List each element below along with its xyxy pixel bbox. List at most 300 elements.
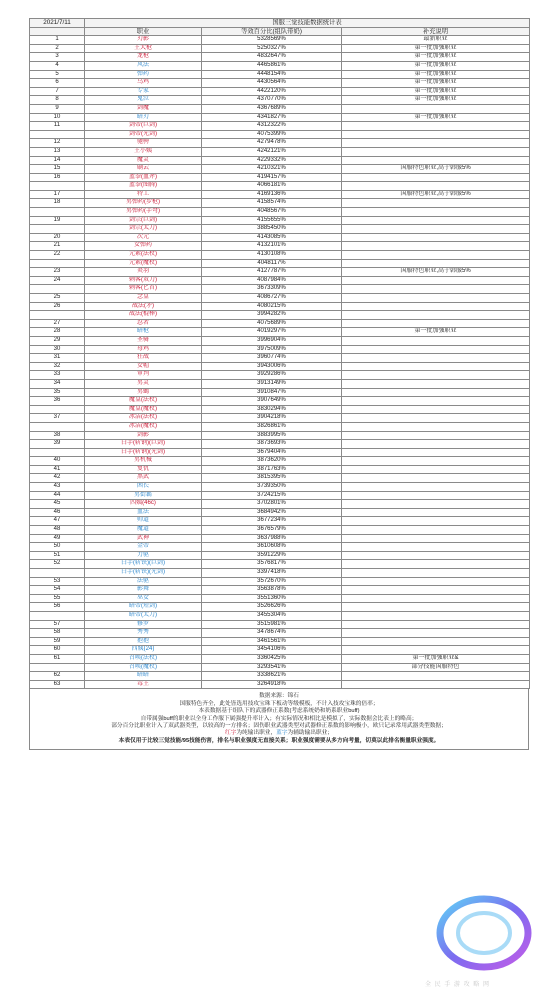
rank-cell: 7: [30, 87, 85, 96]
job-cell: 魔灵: [85, 156, 202, 165]
table-row: [30, 345, 530, 354]
table-row: [30, 173, 530, 182]
job-cell: 困长: [85, 483, 202, 492]
note-line: 本表数据基于组队下的武器修正系数(考虑系统奶和奶系职业buff): [198, 708, 360, 715]
percent-cell: 3996904%: [202, 336, 342, 345]
table-row: [30, 388, 530, 397]
table-row: [30, 500, 530, 509]
table-row: [30, 620, 530, 629]
table-row: [30, 225, 530, 234]
rank-cell: 5: [30, 70, 85, 79]
rank-cell: [30, 405, 85, 414]
rank-cell: 63: [30, 680, 85, 689]
percent-cell: 3904218%: [202, 414, 342, 423]
note-cell: [342, 242, 530, 251]
rank-cell: 10: [30, 113, 85, 122]
job-cell: 黑武: [85, 474, 202, 483]
rank-cell: 28: [30, 328, 85, 337]
note-cell: [342, 379, 530, 388]
percent-cell: 3478674%: [202, 629, 342, 638]
job-cell: 专家: [85, 87, 202, 96]
job-cell: 刃影: [85, 36, 202, 45]
table-row: [30, 36, 530, 45]
rank-cell: 26: [30, 302, 85, 311]
job-cell: 金帝: [85, 543, 202, 552]
table-row: [30, 379, 530, 388]
table-row: [30, 508, 530, 517]
legend-blue-desc: 为辅助输出职业；: [287, 730, 334, 737]
job-cell: 白手(斩钢)(光剑): [85, 448, 202, 457]
percent-cell: 3572670%: [202, 577, 342, 586]
percent-cell: 4066181%: [202, 182, 342, 191]
table-row: [30, 87, 530, 96]
note-cell: [342, 147, 530, 156]
job-cell: 剑宗(巨剑): [85, 216, 202, 225]
table-row: [30, 397, 530, 406]
job-cell: 母鸡: [85, 345, 202, 354]
percent-cell: 4169136%: [202, 190, 342, 199]
job-cell: 法驱: [85, 577, 202, 586]
rank-cell: [30, 663, 85, 672]
job-cell: 元素(法杖): [85, 251, 202, 260]
table-row: [30, 354, 530, 363]
job-cell: 四姨(24): [85, 646, 202, 655]
rank-cell: 16: [30, 173, 85, 182]
job-cell: 特工: [85, 190, 202, 199]
table-row: [30, 594, 530, 603]
percent-cell: 3526626%: [202, 603, 342, 612]
stats-table: [29, 18, 530, 689]
rank-cell: 23: [30, 268, 85, 277]
percent-cell: 3454106%: [202, 646, 342, 655]
percent-cell: 3871763%: [202, 465, 342, 474]
rank-cell: 35: [30, 388, 85, 397]
table-row: [30, 130, 530, 139]
percent-cell: 4210321%: [202, 165, 342, 174]
table-row: [30, 457, 530, 466]
percent-cell: 3673309%: [202, 285, 342, 294]
percent-cell: 4087984%: [202, 276, 342, 285]
table-row: [30, 104, 530, 113]
note-cell: [342, 259, 530, 268]
rank-cell: 51: [30, 551, 85, 560]
rank-cell: 27: [30, 319, 85, 328]
rank-cell: 8: [30, 96, 85, 105]
table-row: [30, 233, 530, 242]
rank-cell: [30, 611, 85, 620]
rank-cell: 18: [30, 199, 85, 208]
percent-cell: 3461561%: [202, 637, 342, 646]
table-row: [30, 268, 530, 277]
percent-cell: 3873620%: [202, 457, 342, 466]
job-cell: 暗帝(太刀): [85, 611, 202, 620]
rank-cell: 14: [30, 156, 85, 165]
rank-cell: [30, 422, 85, 431]
rank-cell: 25: [30, 294, 85, 303]
job-cell: 四姨(46c): [85, 500, 202, 509]
percent-cell: 3929286%: [202, 371, 342, 380]
percent-cell: 4422120%: [202, 87, 342, 96]
legend-red-desc: 为纯输出职业，: [236, 730, 277, 737]
rank-cell: 43: [30, 483, 85, 492]
percent-cell: 4279478%: [202, 139, 342, 148]
rank-cell: 33: [30, 371, 85, 380]
table-row: [30, 259, 530, 268]
table-row: [30, 79, 530, 88]
note-cell: [342, 397, 530, 406]
job-cell: 蓝拳(图腾): [85, 182, 202, 191]
note-cell: [342, 276, 530, 285]
note-cell: 国服特色职业,高于韩服5%: [342, 190, 530, 199]
rank-cell: 58: [30, 629, 85, 638]
job-cell: 修罗: [85, 620, 202, 629]
percent-cell: 4370770%: [202, 96, 342, 105]
table-row: [30, 53, 530, 62]
percent-cell: 4229332%: [202, 156, 342, 165]
note-cell: [342, 225, 530, 234]
job-cell: 魔皇(法杖): [85, 397, 202, 406]
rank-cell: [30, 448, 85, 457]
percent-cell: 3360425%: [202, 654, 342, 663]
rank-cell: 19: [30, 216, 85, 225]
note-cell: [342, 139, 530, 148]
note-cell: 部分技能国服特色: [342, 663, 530, 672]
rank-cell: 24: [30, 276, 85, 285]
table-row: [30, 448, 530, 457]
rank-cell: 45: [30, 500, 85, 509]
job-cell: 念皇: [85, 294, 202, 303]
rank-cell: 22: [30, 251, 85, 260]
note-cell: [342, 362, 530, 371]
table-row: [30, 96, 530, 105]
note-cell: [342, 440, 530, 449]
percent-cell: 3397418%: [202, 569, 342, 578]
table-row: [30, 637, 530, 646]
rank-cell: 36: [30, 397, 85, 406]
rank-cell: 17: [30, 190, 85, 199]
note-cell: [342, 526, 530, 535]
percent-cell: 4086727%: [202, 294, 342, 303]
percent-cell: 3913149%: [202, 379, 342, 388]
date-cell: 2021/7/11: [30, 19, 85, 28]
job-cell: 王小姨: [85, 147, 202, 156]
percent-cell: 3885450%: [202, 225, 342, 234]
rank-cell: 13: [30, 147, 85, 156]
percent-cell: 3910847%: [202, 388, 342, 397]
percent-cell: 4155655%: [202, 216, 342, 225]
rank-cell: 46: [30, 508, 85, 517]
note-cell: [342, 500, 530, 509]
job-cell: 魔皇(魔杖): [85, 405, 202, 414]
job-cell: 蓝拳(血斧): [85, 173, 202, 182]
note-cell: [342, 122, 530, 131]
rank-cell: 47: [30, 517, 85, 526]
rank-cell: [30, 569, 85, 578]
rank-cell: 4: [30, 61, 85, 70]
table-row: [30, 139, 530, 148]
percent-cell: 4075689%: [202, 319, 342, 328]
percent-cell: 3943006%: [202, 362, 342, 371]
percent-cell: 3830294%: [202, 405, 342, 414]
rank-cell: 55: [30, 594, 85, 603]
rank-cell: 61: [30, 654, 85, 663]
rank-cell: 57: [30, 620, 85, 629]
note-cell: [342, 156, 530, 165]
table-row: [30, 491, 530, 500]
table-row: [30, 517, 530, 526]
percent-cell: 3515981%: [202, 620, 342, 629]
table-row: [30, 336, 530, 345]
rank-cell: 6: [30, 79, 85, 88]
note-cell: [342, 414, 530, 423]
rank-cell: 48: [30, 526, 85, 535]
table-row: [30, 319, 530, 328]
table-row: [30, 208, 530, 217]
percent-cell: 3739350%: [202, 483, 342, 492]
table-row: [30, 560, 530, 569]
table-row: [30, 680, 530, 689]
job-cell: 帅道: [85, 517, 202, 526]
rank-cell: [30, 311, 85, 320]
percent-cell: 5328569%: [202, 36, 342, 45]
table-row: [30, 294, 530, 303]
rank-cell: 12: [30, 139, 85, 148]
percent-cell: 3994282%: [202, 311, 342, 320]
note-line: 自带属强buff的职业以全身工作服下属强提升率计入；有实际情况和相比是模拟了，实际数据会比表上的略高；: [140, 715, 418, 722]
table-title: 国服三觉技能数据统计表: [85, 19, 530, 28]
percent-cell: 3676579%: [202, 526, 342, 535]
table-row: [30, 586, 530, 595]
note-cell: [342, 311, 530, 320]
note-cell: [342, 551, 530, 560]
job-cell: 剑宗(太刀): [85, 225, 202, 234]
note-cell: [342, 294, 530, 303]
note-cell: [342, 422, 530, 431]
note-cell: [342, 302, 530, 311]
job-cell: 刺客(双刀): [85, 276, 202, 285]
note-cell: 第一批加强职业: [342, 53, 530, 62]
rank-cell: [30, 208, 85, 217]
percent-cell: 3960774%: [202, 354, 342, 363]
table-row: [30, 611, 530, 620]
rank-cell: 3: [30, 53, 85, 62]
job-cell: 剑帝(巨剑): [85, 122, 202, 131]
percent-cell: 4341827%: [202, 113, 342, 122]
table-row: [30, 276, 530, 285]
table-row: [30, 629, 530, 638]
job-cell: 男街霸: [85, 491, 202, 500]
percent-cell: 3610608%: [202, 543, 342, 552]
job-cell: 元素(魔杖): [85, 259, 202, 268]
note-cell: 国服特色职业,高于韩服5%: [342, 165, 530, 174]
job-cell: 女弹药: [85, 242, 202, 251]
rank-cell: 30: [30, 345, 85, 354]
rank-cell: 60: [30, 646, 85, 655]
percent-cell: 3702801%: [202, 500, 342, 509]
note-cell: [342, 560, 530, 569]
job-cell: 男弹药(步枪): [85, 199, 202, 208]
job-cell: 血法: [85, 508, 202, 517]
note-cell: [342, 594, 530, 603]
percent-cell: 4242121%: [202, 147, 342, 156]
percent-cell: 3679404%: [202, 448, 342, 457]
table-row: [30, 61, 530, 70]
table-row: [30, 302, 530, 311]
job-cell: 弹药: [85, 70, 202, 79]
legend-red: 红字: [224, 730, 237, 737]
header-rank: [30, 27, 85, 36]
note-cell: [342, 646, 530, 655]
table-row: [30, 242, 530, 251]
percent-cell: 3815395%: [202, 474, 342, 483]
note-cell: [342, 354, 530, 363]
note-line: 部分百分比职业计入了双武器类型，以较高的一方排名；固伤职业武器类型对武器修正系数的影响极小，欧只记录常用武器类型数据；: [111, 722, 447, 729]
job-cell: 男机械: [85, 457, 202, 466]
job-cell: 次元: [85, 233, 202, 242]
table-row: [30, 190, 530, 199]
job-cell: 剑帝(光剑): [85, 130, 202, 139]
table-row: [30, 405, 530, 414]
note-cell: [342, 233, 530, 242]
note-cell: [342, 517, 530, 526]
table-row: [30, 414, 530, 423]
rank-cell: 54: [30, 586, 85, 595]
note-cell: [342, 611, 530, 620]
job-cell: 秀秀: [85, 629, 202, 638]
table-row: [30, 371, 530, 380]
table-row: [30, 147, 530, 156]
percent-cell: 3907649%: [202, 397, 342, 406]
percent-cell: 3873693%: [202, 440, 342, 449]
rank-cell: 9: [30, 104, 85, 113]
job-cell: 王大枪: [85, 44, 202, 53]
note-cell: [342, 388, 530, 397]
note-legend: [30, 730, 528, 737]
rank-cell: 62: [30, 672, 85, 681]
job-cell: 圣骑: [85, 336, 202, 345]
note-cell: [342, 629, 530, 638]
rank-cell: 1: [30, 36, 85, 45]
job-cell: 战法(矛): [85, 302, 202, 311]
job-cell: 白手(斩铁)(光剑): [85, 569, 202, 578]
rank-cell: 21: [30, 242, 85, 251]
table-row: [30, 483, 530, 492]
note-cell: [342, 130, 530, 139]
note-cell: [342, 508, 530, 517]
percent-cell: 3591229%: [202, 551, 342, 560]
table-row: [30, 70, 530, 79]
job-cell: 毒王: [85, 680, 202, 689]
table-row: [30, 474, 530, 483]
rank-cell: 32: [30, 362, 85, 371]
table-row: [30, 165, 530, 174]
job-cell: 战法(棍棒): [85, 311, 202, 320]
note-cell: [342, 637, 530, 646]
rank-cell: 37: [30, 414, 85, 423]
percent-cell: 4019297%: [202, 328, 342, 337]
job-cell: 刺客(匕首): [85, 285, 202, 294]
note-cell: [342, 465, 530, 474]
rank-cell: 49: [30, 534, 85, 543]
notes-panel: [29, 689, 529, 750]
note-cell: [342, 173, 530, 182]
note-cell: 国服特色职业,高于韩服5%: [342, 268, 530, 277]
job-cell: 魔道: [85, 526, 202, 535]
job-cell: 巫女: [85, 594, 202, 603]
table-row: [30, 526, 530, 535]
percent-cell: 4075399%: [202, 130, 342, 139]
percent-cell: 4367689%: [202, 104, 342, 113]
stats-sheet: [29, 18, 529, 750]
note-line: 国服特色齐全，此处皆选用技攻宝珠下板动等级模板，不计入技攻宝珠的倍率；: [179, 700, 379, 707]
note-cell: [342, 371, 530, 380]
rank-cell: 42: [30, 474, 85, 483]
rank-cell: 29: [30, 336, 85, 345]
note-cell: [342, 405, 530, 414]
note-source: 数据来源：锦石: [259, 693, 299, 700]
note-cell: [342, 319, 530, 328]
note-cell: [342, 104, 530, 113]
note-cell: [342, 491, 530, 500]
note-cell: 第一批加强职业: [342, 70, 530, 79]
table-row: [30, 362, 530, 371]
job-cell: 炎羽: [85, 268, 202, 277]
note-cell: 最新职业: [342, 36, 530, 45]
rank-cell: 34: [30, 379, 85, 388]
percent-cell: 3883995%: [202, 431, 342, 440]
note-cell: [342, 534, 530, 543]
legend-blue: 蓝字: [276, 730, 288, 737]
job-cell: 刷云: [85, 165, 202, 174]
table-row: [30, 543, 530, 552]
job-cell: 乌鸡: [85, 79, 202, 88]
percent-cell: 4312322%: [202, 122, 342, 131]
table-row: [30, 534, 530, 543]
percent-cell: 4132101%: [202, 242, 342, 251]
rank-cell: 44: [30, 491, 85, 500]
note-disclaimer: 本表仅用于比较三觉技能/95技能伤害，排名与职业强度无直接关系；职业强度需要从多方向考量，切莫以此排名衡量职业强度。: [118, 737, 440, 744]
note-cell: 第一批加强职业: [342, 96, 530, 105]
percent-cell: 3724215%: [202, 491, 342, 500]
rank-cell: 40: [30, 457, 85, 466]
percent-cell: 4832647%: [202, 53, 342, 62]
table-row: [30, 199, 530, 208]
table-row: [30, 663, 530, 672]
table-row: [30, 654, 530, 663]
table-row: [30, 603, 530, 612]
job-cell: 冰洁(魔杖): [85, 422, 202, 431]
note-cell: [342, 182, 530, 191]
note-cell: [342, 216, 530, 225]
table-row: [30, 569, 530, 578]
job-cell: 男蝎: [85, 388, 202, 397]
rank-cell: [30, 225, 85, 234]
job-cell: 审判: [85, 371, 202, 380]
job-cell: 暗刃: [85, 113, 202, 122]
header-percent: 等效百分比(组队带奶): [202, 27, 342, 36]
percent-cell: 3975009%: [202, 345, 342, 354]
note-cell: [342, 672, 530, 681]
percent-cell: 3551360%: [202, 594, 342, 603]
table-row: [30, 44, 530, 53]
percent-cell: 4080215%: [202, 302, 342, 311]
job-cell: 风法: [85, 61, 202, 70]
note-cell: [342, 285, 530, 294]
watermark-logo-icon: [434, 893, 534, 973]
percent-cell: 3677234%: [202, 517, 342, 526]
note-cell: 第一批加强职业: [342, 87, 530, 96]
rank-cell: 41: [30, 465, 85, 474]
